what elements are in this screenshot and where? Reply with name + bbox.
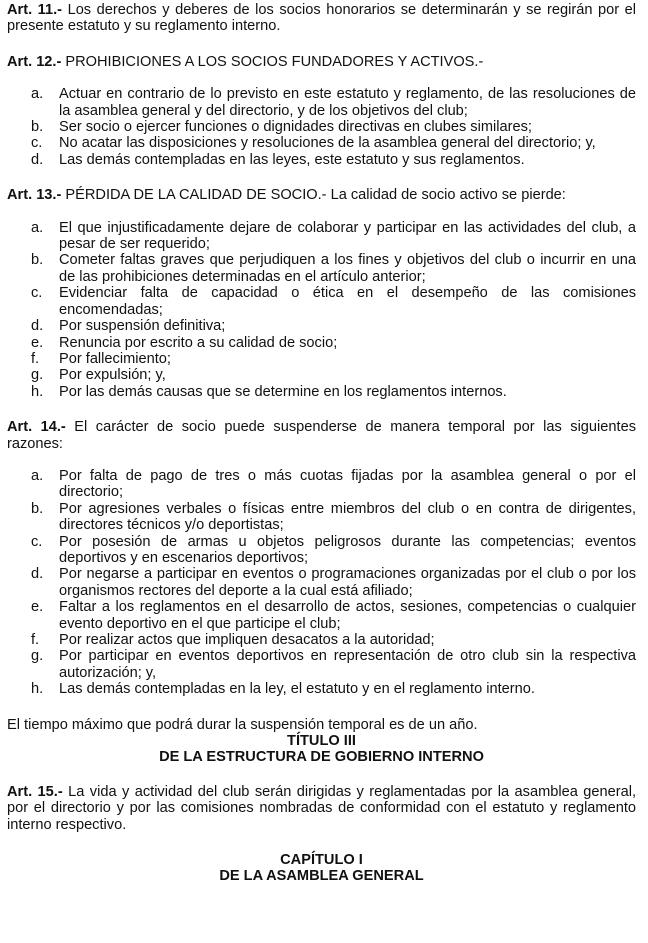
list-marker: b.	[31, 500, 44, 517]
title-number: TÍTULO III	[287, 733, 356, 750]
suspension-closing-text: El tiempo máximo que podrá durar la suspensión temporal es de un año.	[7, 716, 478, 733]
article-label: Art. 11.-	[7, 2, 63, 18]
list-item-text: Por falta de pago de tres o más cuotas fijadas por la asamblea general o por el directorio;	[59, 467, 636, 501]
list-item	[7, 468, 636, 501]
title-name: DE LA ESTRUCTURA DE GOBIERNO INTERNO	[159, 749, 484, 766]
list-item-text: Evidenciar falta de capacidad o ética en el desempeño de las comisiones encomendadas;	[59, 285, 636, 318]
list-marker: h.	[31, 681, 44, 698]
list-marker: f.	[31, 350, 40, 367]
article-11	[7, 2, 636, 35]
list-item	[7, 220, 636, 253]
article-text: El carácter de socio puede suspenderse de manera temporal por las siguientes razones:	[7, 419, 636, 452]
article-label: Art. 15.-	[7, 783, 63, 800]
article-text: PROHIBICIONES A LOS SOCIOS FUNDADORES Y ACTIVOS.-	[61, 53, 484, 70]
list-item-text: Por las demás causas que se determine en los reglamentos internos.	[59, 383, 507, 400]
article-label: Art. 14.-	[7, 419, 66, 436]
list-item-text: Las demás contempladas en las leyes, este estatuto y sus reglamentos.	[59, 151, 525, 168]
list-item-text: No acatar las disposiciones y resoluciones de la asamblea general del directorio; y,	[59, 135, 596, 152]
list-marker: h.	[31, 383, 44, 400]
list-item-text: Cometer faltas graves que perjudiquen a los fines y objetivos del club o incurrir en una de las prohibiciones determinadas en el artículo anterior;	[59, 252, 636, 285]
list-item	[7, 152, 636, 168]
list-marker: e.	[31, 599, 44, 616]
list-item	[7, 318, 636, 334]
list-item-text: Renuncia por escrito a su calidad de socio;	[59, 334, 338, 351]
article-text: Los derechos y deberes de los socios honorarios se determinarán y se regirán por el presente estatuto y su reglamento interno.	[7, 2, 637, 35]
list-item	[7, 367, 636, 383]
list-item	[7, 135, 636, 151]
list-item	[7, 681, 636, 697]
list-marker: d.	[31, 151, 44, 168]
list-item	[7, 86, 636, 119]
list-item	[7, 351, 636, 367]
list-item	[7, 119, 636, 135]
list-marker: c.	[31, 285, 43, 302]
list-item	[7, 501, 636, 534]
list-item-text: El que injustificadamente dejare de colaborar y participar en las actividades del club, a pesar de ser requerido;	[59, 219, 636, 253]
chapter-name: DE LA ASAMBLEA GENERAL	[219, 868, 424, 885]
list-item-text: Las demás contempladas en la ley, el estatuto y en el reglamento interno.	[59, 681, 535, 698]
list-item	[7, 534, 636, 567]
list-marker: f.	[31, 632, 40, 648]
list-item-text: Faltar a los reglamentos en el desarrollo de actos, sesiones, competencias o cualquier evento deportivo en el que participe el club;	[59, 599, 636, 632]
article-12	[7, 54, 636, 70]
list-item	[7, 285, 636, 318]
list-item	[7, 252, 636, 285]
article-15	[7, 784, 636, 833]
list-marker: a.	[31, 86, 44, 103]
list-item-text: Por fallecimiento;	[59, 350, 171, 367]
list-item-text: Por expulsión; y,	[59, 367, 166, 384]
list-item-text: Actuar en contrario de lo previsto en este estatuto y reglamento, de las resoluciones de la asamblea general y del directorio, y de los objetivos del club;	[59, 86, 636, 119]
article-12-list	[7, 86, 636, 168]
list-marker: g.	[31, 648, 44, 665]
article-13-list	[7, 220, 636, 400]
list-item	[7, 632, 636, 648]
article-text: PÉRDIDA DE LA CALIDAD DE SOCIO.- La calidad de socio activo se pierde:	[61, 187, 566, 204]
article-13	[7, 187, 636, 203]
list-marker: b.	[31, 252, 44, 269]
article-14-list	[7, 468, 636, 698]
list-marker: c.	[31, 533, 43, 550]
list-item-text: Por negarse a participar en eventos o programaciones organizadas por el club o por los organismos rectores del deporte a la cual está afiliado;	[59, 566, 636, 599]
list-item-text: Por participar en eventos deportivos en representación de otro club sin la respectiva autorización; y,	[59, 648, 636, 681]
list-item	[7, 335, 636, 351]
list-item-text: Por realizar actos que impliquen desacatos a la autoridad;	[59, 632, 435, 648]
list-marker: e.	[31, 334, 44, 351]
list-marker: g.	[31, 367, 44, 384]
article-14	[7, 419, 636, 452]
list-item-text: Por agresiones verbales o físicas entre miembros del club o en contra de dirigentes, directores técnicos y/o deportistas;	[59, 500, 636, 534]
list-marker: a.	[31, 219, 44, 236]
list-item-text: Ser socio o ejercer funciones o dignidades directivas en clubes similares;	[59, 119, 532, 136]
list-marker: d.	[31, 566, 44, 583]
article-label: Art. 13.-	[7, 187, 62, 204]
list-marker: b.	[31, 119, 44, 136]
list-item-text: Por posesión de armas u objetos peligrosos durante las competencias; eventos deportivos y en escenarios deportivos;	[59, 533, 636, 566]
list-item	[7, 599, 636, 632]
list-marker: a.	[31, 467, 44, 484]
list-item	[7, 566, 636, 599]
article-text: La vida y actividad del club serán dirigidas y reglamentadas por la asamblea general, por el directorio y por las comisiones nombradas de conformidad con el estatuto y reglamento interno respectivo.	[7, 783, 636, 833]
list-item	[7, 648, 636, 681]
article-label: Art. 12.-	[7, 53, 62, 70]
chapter-number: CAPÍTULO I	[280, 852, 363, 869]
list-marker: d.	[31, 318, 44, 335]
list-item	[7, 384, 636, 400]
list-item-text: Por suspensión definitiva;	[59, 318, 226, 335]
list-marker: c.	[31, 135, 43, 152]
